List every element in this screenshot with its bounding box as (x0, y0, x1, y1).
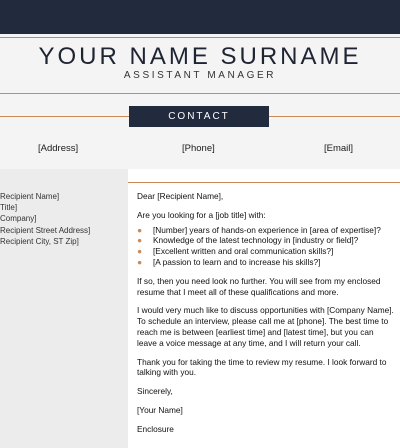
contact-email: [Email] (324, 143, 354, 154)
letter-body (137, 191, 395, 443)
letter-paragraph-3: Thank you for taking the time to review my resume. I look forward to talking with you. (137, 356, 387, 378)
contact-address: [Address] (38, 143, 79, 154)
bullet-icon: ● (137, 256, 143, 267)
top-bar (0, 0, 400, 34)
applicant-title: ASSISTANT MANAGER (123, 70, 277, 81)
recipient-name: Recipient Name] (0, 192, 60, 201)
recipient-block (0, 191, 128, 247)
applicant-name: YOUR NAME SURNAME (38, 43, 362, 70)
letter-closing: Sincerely, (137, 386, 173, 397)
body-top-rule (128, 182, 400, 183)
letter-paragraph-1: If so, then you need look no further. You will see from my enclosed resume that I meet all of these qualifications and more. (137, 275, 381, 297)
recipient-city: Recipient City, ST Zip] (0, 236, 79, 246)
bullet-icon: ● (137, 224, 143, 235)
letter-greeting: Dear [Recipient Name], (137, 191, 224, 201)
header-mid-rule (0, 93, 400, 94)
bullet-icon: ● (137, 246, 143, 257)
header-top-rule (0, 37, 400, 38)
letter-intro: Are you looking for a [job title] with: (137, 209, 266, 220)
contact-phone: [Phone] (182, 143, 215, 154)
list-item: ● [Excellent written and oral communication skills?] (137, 246, 334, 257)
recipient-street: Recipient Street Address] (0, 225, 91, 235)
letter-paragraph-2: I would very much like to discuss opportunities with [Company Name]. To schedule an interview, please call me at [phone]. The best time to reach me is between [earliest time] and [latest time], but you can leave a voice message at any time, and I will return your call. (137, 305, 394, 348)
list-item: ● [A passion to learn and to increase his skills?] (137, 256, 321, 267)
letter-enclosure: Enclosure (137, 423, 174, 434)
contact-heading: CONTACT (129, 106, 269, 127)
letter-signature: [Your Name] (137, 404, 183, 415)
list-item: ● [Number] years of hands-on experience in [area of expertise]? (137, 224, 381, 235)
qualification-list (137, 225, 395, 268)
recipient-title: Title] (0, 203, 18, 213)
recipient-company: Company] (0, 214, 37, 224)
list-item: ● Knowledge of the latest technology in [industry or field]? (137, 235, 359, 246)
bullet-icon: ● (137, 235, 143, 246)
